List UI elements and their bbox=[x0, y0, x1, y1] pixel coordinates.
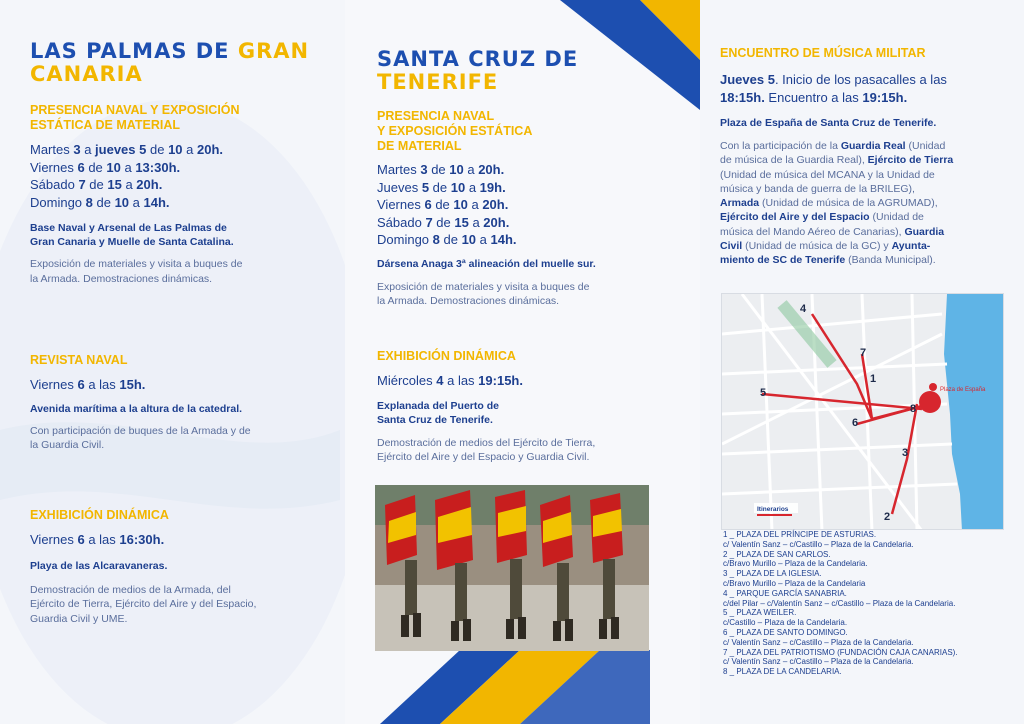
music-heading: ENCUENTRO DE MÚSICA MILITAR bbox=[720, 46, 926, 60]
music-desc-line: música del Mando Aéreo de Canarias), Guardia bbox=[720, 225, 945, 238]
map-label-plaza-espana: Plaza de España bbox=[940, 387, 986, 393]
lp-revista-heading: REVISTA NAVAL bbox=[30, 353, 128, 367]
map-label-6: 6 bbox=[852, 417, 859, 429]
route-stop-streets: c/ Valentín Sanz – c/Castillo – Plaza de la Candelaria. bbox=[723, 637, 914, 647]
route-stop-streets: c/Bravo Murillo – Plaza de la Candelaria. bbox=[723, 559, 868, 569]
lp-exhibicion-place: Playa de las Alcaravaneras. bbox=[30, 559, 168, 572]
sc-exhibicion-desc-l1: Demostración de medios del Ejército de Tierra, bbox=[377, 436, 596, 449]
route-stop-streets: c/ Valentín Sanz – c/Castillo – Plaza de la Candelaria. bbox=[723, 539, 914, 549]
lp-naval-place-l2: Gran Canaria y Muelle de Santa Catalina. bbox=[30, 236, 234, 248]
lp-revista-desc-l1: Con participación de buques de la Armada y de bbox=[30, 424, 251, 437]
lp-naval-desc-l2: la Armada. Demostraciones dinámicas. bbox=[30, 272, 213, 285]
sc-exhibicion-line: Miércoles 4 a las 19:15h. bbox=[377, 373, 523, 388]
lp-schedule-line: Sábado 7 de 15 a 20h. bbox=[30, 177, 163, 192]
lp-section-exhibicion bbox=[30, 508, 318, 626]
santa-cruz-title bbox=[377, 48, 670, 94]
column-las-palmas bbox=[0, 0, 340, 724]
title-line2: CANARIA bbox=[30, 62, 143, 86]
las-palmas-title bbox=[30, 40, 318, 86]
sc-title-l1: SANTA CRUZ DE bbox=[377, 47, 579, 71]
music-desc bbox=[720, 139, 1004, 268]
route-stop: 8 _ PLAZA DE LA CANDELARIA. bbox=[723, 667, 842, 677]
lp-section-naval bbox=[30, 103, 318, 286]
lp-exhibicion-line: Viernes 6 a las 16:30h. bbox=[30, 532, 165, 547]
map-label-4: 4 bbox=[800, 303, 807, 315]
music-desc-line: Armada (Unidad de música de la AGRUMAD), bbox=[720, 197, 938, 210]
music-desc-line: miento de SC de Tenerife (Banda Municipal). bbox=[720, 254, 936, 267]
sc-schedule-line: Viernes 6 de 10 a 20h. bbox=[377, 197, 509, 212]
map-label-8: 8 bbox=[910, 403, 917, 415]
music-desc-line: Ejército del Aire y del Espacio (Unidad de bbox=[720, 211, 924, 224]
parade-illustration bbox=[375, 485, 649, 651]
map-legend-itinerary: Itinerarios bbox=[757, 506, 789, 513]
route-stop-streets: c/ Valentín Sanz – c/Castillo – Plaza de la Candelaria. bbox=[723, 657, 914, 667]
music-desc-line: Civil (Unidad de música de la GC) y Ayunta- bbox=[720, 240, 931, 253]
route-legend bbox=[723, 530, 1013, 677]
sc-exhibicion-desc-l2: Ejército del Aire y del Espacio y Guardia Civil. bbox=[377, 451, 590, 463]
sc-exhibicion-place-l2: Santa Cruz de Tenerife. bbox=[377, 413, 493, 426]
map-label-5: 5 bbox=[760, 387, 767, 399]
sc-exhibicion-heading: EXHIBICIÓN DINÁMICA bbox=[377, 349, 516, 363]
sc-title-l2: TENERIFE bbox=[377, 70, 499, 94]
sc-naval-heading-l2: Y EXPOSICIÓN ESTÁTICA bbox=[377, 124, 533, 138]
route-stop-streets: c/del Pilar – c/Valentín Sanz – c/Castillo – Plaza de la Candelaria. bbox=[723, 598, 956, 608]
lp-exhibicion-desc-l1: Demostración de medios de la Armada, del bbox=[30, 583, 231, 596]
sc-naval-place: Dársena Anaga 3ª alineación del muelle sur. bbox=[377, 257, 596, 270]
sc-section-naval bbox=[377, 109, 670, 309]
title-part1: LAS PALMAS DE bbox=[30, 39, 238, 63]
route-stop: 7 _ PLAZA DEL PATRIOTISMO (FUNDACIÓN CAJA CANARIAS). bbox=[723, 647, 958, 657]
route-stop-streets: c/Castillo – Plaza de la Candelaria. bbox=[723, 618, 848, 628]
map-label-1: 1 bbox=[870, 373, 877, 385]
route-stop: 4 _ PARQUE GARCÍA SANABRIA. bbox=[723, 588, 847, 598]
sc-exhibicion-place-l1: Explanada del Puerto de bbox=[377, 399, 499, 412]
lp-naval-heading-l2: ESTÁTICA DE MATERIAL bbox=[30, 118, 180, 132]
music-line2: 18:15h. Encuentro a las 19:15h. bbox=[720, 89, 908, 105]
music-place: Plaza de España de Santa Cruz de Tenerife. bbox=[720, 117, 937, 129]
lp-schedule-line: Martes 3 a jueves 5 de 10 a 20h. bbox=[30, 142, 224, 157]
sc-schedule-line: Sábado 7 de 15 a 20h. bbox=[377, 214, 510, 230]
lp-revista-desc-l2: la Guardia Civil. bbox=[30, 439, 105, 451]
sc-naval-desc-l2: la Armada. Demostraciones dinámicas. bbox=[377, 295, 560, 307]
route-stop: 6 _ PLAZA DE SANTO DOMINGO. bbox=[723, 627, 848, 637]
music-desc-line: (Unidad de música del MCANA y la Unidad de bbox=[720, 168, 935, 181]
lp-revista-place: Avenida marítima a la altura de la catedral. bbox=[30, 402, 243, 415]
route-map bbox=[721, 293, 1004, 530]
sc-naval-desc-l1: Exposición de materiales y visita a buques de bbox=[377, 280, 590, 293]
route-stop-streets: c/Bravo Murillo – Plaza de la Candelaria bbox=[723, 578, 866, 588]
route-stop: 2 _ PLAZA DE SAN CARLOS. bbox=[723, 549, 831, 559]
lp-naval-desc-l1: Exposición de materiales y visita a buques de bbox=[30, 258, 243, 270]
route-stop: 1 _ PLAZA DEL PRÍNCIPE DE ASTURIAS. bbox=[723, 530, 877, 539]
route-stop: 3 _ PLAZA DE LA IGLESIA. bbox=[723, 569, 822, 579]
map-graphic bbox=[722, 294, 1004, 530]
lp-schedule-line: Domingo 8 de 10 a 14h. bbox=[30, 194, 170, 210]
sc-naval-heading-l3: DE MATERIAL bbox=[377, 139, 462, 153]
lp-schedule-line: Viernes 6 de 10 a 13:30h. bbox=[30, 159, 181, 175]
music-line1: Jueves 5. Inicio de los pasacalles a las bbox=[720, 72, 947, 87]
route-stop: 5 _ PLAZA WEILER. bbox=[723, 608, 797, 618]
title-part2: GRAN bbox=[237, 39, 310, 63]
map-label-7: 7 bbox=[860, 347, 867, 359]
lp-revista-line: Viernes 6 a las 15h. bbox=[30, 377, 146, 392]
lp-exhibicion-heading: EXHIBICIÓN DINÁMICA bbox=[30, 508, 169, 522]
map-label-3: 3 bbox=[902, 447, 909, 459]
music-desc-line: Con la participación de la Guardia Real (Unidad bbox=[720, 140, 946, 152]
lp-section-revista bbox=[30, 353, 318, 453]
sc-section-exhibicion bbox=[377, 349, 670, 465]
music-desc-line: música y banda de guerra de la BRILEG), bbox=[720, 182, 915, 195]
sc-naval-heading-l1: PRESENCIA NAVAL bbox=[377, 109, 495, 123]
lp-naval-place-l1: Base Naval y Arsenal de Las Palmas de bbox=[30, 222, 227, 234]
lp-naval-heading-l1: PRESENCIA NAVAL Y EXPOSICIÓN bbox=[30, 103, 240, 117]
sc-schedule-line: Domingo 8 de 10 a 14h. bbox=[377, 232, 517, 247]
music-desc-line: de música de la Guardia Real), Ejército de Tierra bbox=[720, 154, 954, 167]
sc-schedule-line: Jueves 5 de 10 a 19h. bbox=[377, 179, 506, 195]
sc-schedule-line: Martes 3 de 10 a 20h. bbox=[377, 162, 505, 177]
lp-exhibicion-desc-l2: Ejército de Tierra, Ejército del Aire y del Espacio, bbox=[30, 598, 257, 610]
parade-photo bbox=[375, 485, 649, 651]
lp-exhibicion-desc-l3: Guardia Civil y UME. bbox=[30, 612, 128, 625]
map-label-2: 2 bbox=[884, 511, 891, 523]
